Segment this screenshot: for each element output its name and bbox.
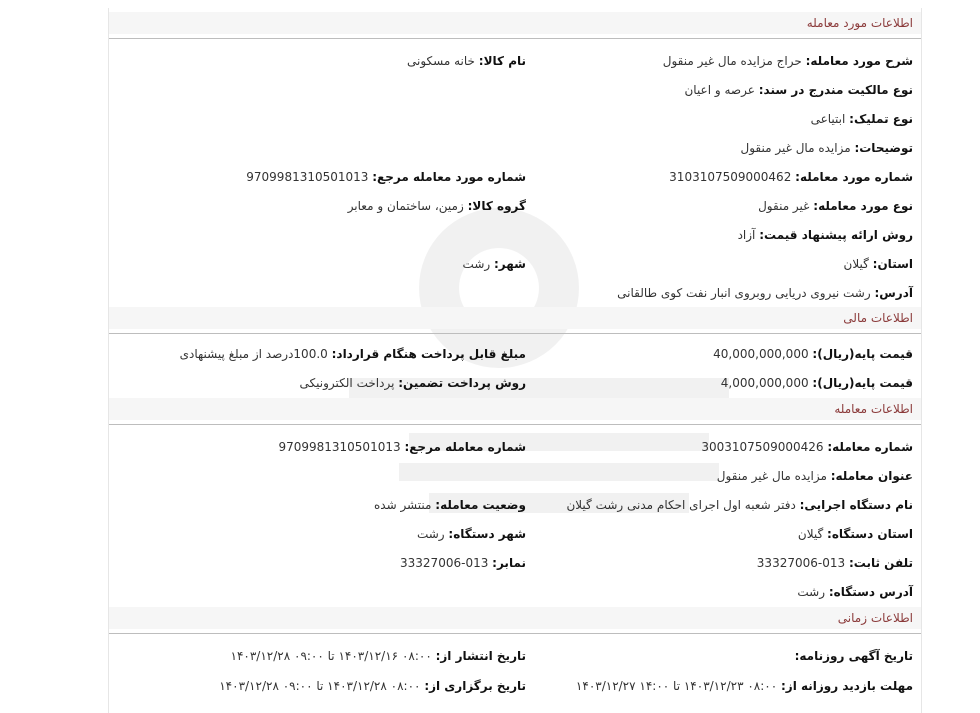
visit-deadline: مهلت بازدید روزانه از: ۰۸:۰۰ ۱۴۰۳/۱۲/۲۳ تا ۱۴:۰۰ ۱۴۰۳/۱۲/۲۷ [575, 679, 913, 693]
acquisition-type: نوع تملیک: ابتیاعی [810, 112, 913, 126]
city: شهر: رشت [462, 257, 526, 271]
section-header-financial: اطلاعات مالی [109, 307, 921, 329]
item-group: گروه کالا: زمین، ساختمان و معابر [347, 199, 526, 213]
agency-name: نام دستگاه اجرایی: دفتر شعبه اول اجرای احکام مدنی رشت گیلان [566, 498, 913, 512]
transaction-status: وضعیت معامله: منتشر شده [373, 498, 526, 512]
agency-province: استان دستگاه: گیلان [797, 527, 913, 541]
agency-city: شهر دستگاه: رشت [416, 527, 526, 541]
address: آدرس: رشت نیروی دریایی روبروی انبار نفت کوی طالقانی [617, 286, 913, 300]
deal-type: نوع مورد معامله: غیر منقول [758, 199, 913, 213]
item-name: نام کالا: خانه مسکونی [407, 54, 526, 68]
deal-notes: توضیحات: مزایده مال غیر منقول [740, 141, 913, 155]
deal-number: شماره مورد معامله: 3103107509000462 [669, 170, 913, 184]
section-divider [109, 424, 921, 425]
details-panel [108, 8, 922, 713]
transaction-title: عنوان معامله: مزایده مال غیر منقول [716, 469, 913, 483]
section-header-deal: اطلاعات مورد معامله [109, 12, 921, 34]
base-price: قیمت پایه(ریال): 40,000,000,000 [713, 347, 913, 361]
guarantee-method: روش پرداخت تضمین: پرداخت الکترونیکی [299, 376, 526, 390]
agency-fax: نمابر: 013-33327006 [400, 556, 526, 570]
holding-date: تاریخ برگزاری از: ۰۸:۰۰ ۱۴۰۳/۱۲/۲۸ تا ۰۹:۰۰ ۱۴۰۳/۱۲/۲۸ [219, 679, 526, 693]
deal-description: شرح مورد معامله: حراج مزایده مال غیر منقول [662, 54, 913, 68]
transaction-number: شماره معامله: 3003107509000426 [701, 440, 913, 454]
newspaper-date: تاریخ آگهی روزنامه: [794, 649, 913, 663]
ownership-type: نوع مالکیت مندرج در سند: عرصه و اعیان [684, 83, 913, 97]
pricing-method: روش ارائه پیشنهاد قیمت: آزاد [737, 228, 913, 242]
agency-phone: تلفن ثابت: 013-33327006 [756, 556, 913, 570]
section-header-transaction: اطلاعات معامله [109, 398, 921, 420]
section-header-time: اطلاعات زمانی [109, 607, 921, 629]
deposit-amount: قیمت پایه(ریال): 4,000,000,000 [720, 376, 913, 390]
agency-address: آدرس دستگاه: رشت [797, 585, 913, 599]
transaction-ref-number: شماره معامله مرجع: 9709981310501013 [278, 440, 526, 454]
province: استان: گیلان [843, 257, 913, 271]
ref-deal-number: شماره مورد معامله مرجع: 9709981310501013 [246, 170, 526, 184]
payable-amount: مبلغ قابل پرداخت هنگام قرارداد: 100.0درصد از مبلغ پیشنهادی [179, 347, 526, 361]
section-divider [109, 38, 921, 39]
section-divider [109, 633, 921, 634]
section-divider [109, 333, 921, 334]
publish-date: تاریخ انتشار از: ۰۸:۰۰ ۱۴۰۳/۱۲/۱۶ تا ۰۹:۰۰ ۱۴۰۳/۱۲/۲۸ [230, 649, 526, 663]
